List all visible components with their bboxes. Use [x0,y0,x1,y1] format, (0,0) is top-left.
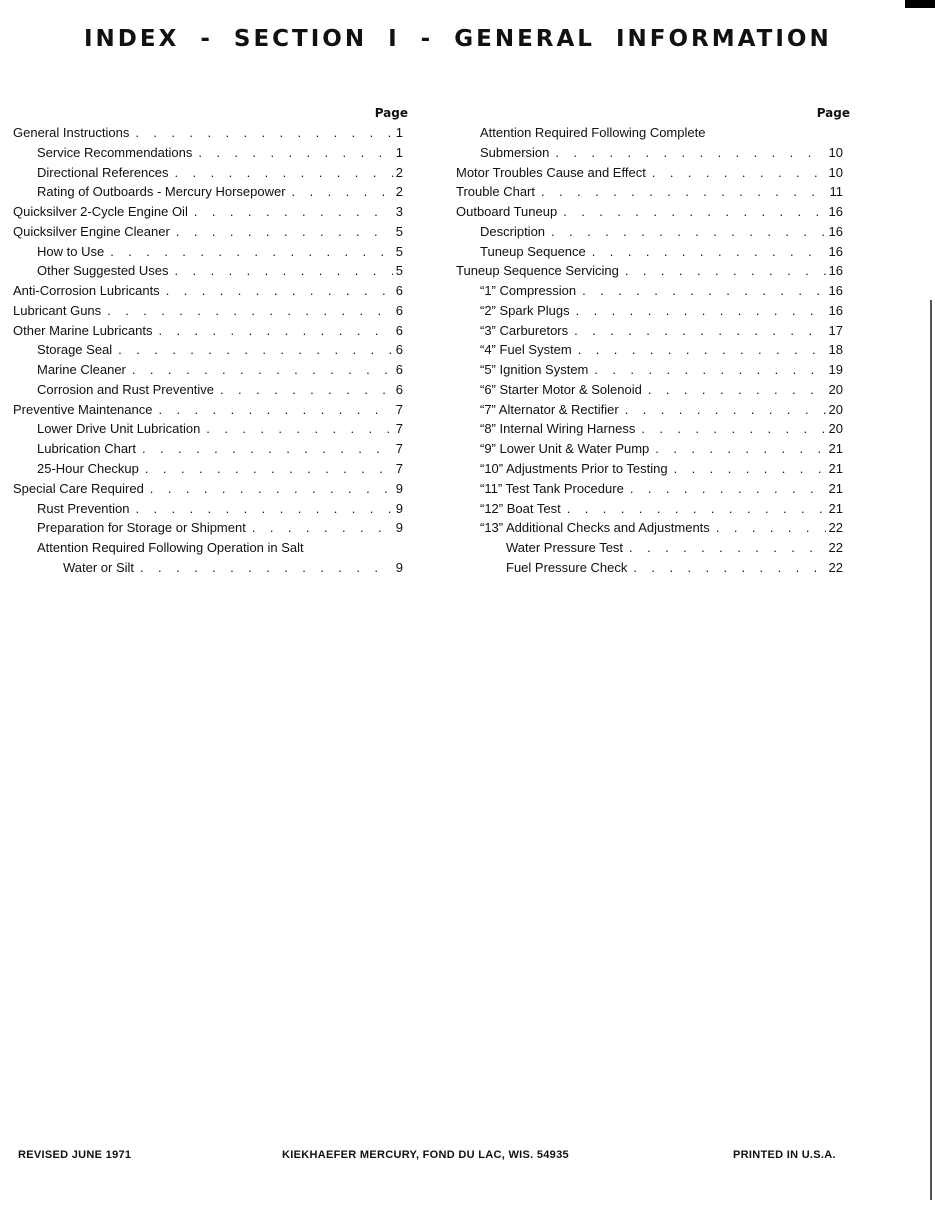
index-entry [456,301,843,321]
index-entry [456,222,843,242]
index-entry [456,380,843,400]
dot-leader [110,242,393,262]
index-entry-page: 6 [395,283,403,299]
index-entry-label: Lubrication Chart [37,441,136,457]
index-entry-page: 16 [828,263,843,279]
dot-leader [551,222,826,242]
index-entry [456,182,843,202]
dot-leader [118,340,393,360]
dot-leader [135,123,392,143]
dot-leader [198,143,392,163]
index-entry [456,202,843,222]
index-entry [13,360,403,380]
index-entry-label: General Instructions [13,125,130,140]
footer-revised-date: REVISED JUNE 1971 [18,1149,132,1161]
dot-leader [158,321,392,341]
index-entry-page: 21 [828,500,843,516]
index-entry-label: Submersion [480,144,550,160]
index-entry-page: 7 [395,461,403,477]
index-entry-label: “3” Carburetors [480,322,569,338]
index-entry-page: 17 [828,322,843,338]
index-entry-page: 1 [395,125,403,140]
index-entry [13,261,403,281]
index-entry [456,439,843,459]
dot-leader [594,360,825,380]
index-entry [456,321,843,341]
index-entry [456,261,843,281]
index-entry [13,518,403,538]
dot-leader [674,459,826,479]
index-entry-label: “1” Compression [480,283,577,299]
index-entry-label: Tuneup Sequence Servicing [456,263,619,279]
dot-leader [140,558,393,578]
index-entry-page: 21 [828,441,843,457]
index-entry-page: 22 [828,559,843,575]
index-entry-page: 22 [828,520,843,536]
index-entry-page: 6 [395,302,403,318]
dot-leader [541,182,827,202]
index-entry [13,479,403,499]
index-entry-label: Rust Prevention [37,500,130,516]
index-entry [13,340,403,360]
index-entry-label: Preparation for Storage or Shipment [37,520,246,536]
index-entry [456,538,843,558]
dot-leader [107,301,393,321]
index-entry-page: 2 [395,184,403,200]
index-entry-page: 9 [395,500,403,516]
dot-leader [574,321,825,341]
index-entry [13,380,403,400]
index-entry-label: “8” Internal Wiring Harness [480,421,636,437]
entry-list-right [456,123,843,578]
index-entry-label: Attention Required Following Operation in Salt [37,540,304,556]
index-entry-label: Quicksilver 2-Cycle Engine Oil [13,204,188,220]
index-entry-label: Directional References [37,164,169,180]
index-entry [13,499,403,519]
index-entry [13,321,403,341]
dot-leader [625,261,826,281]
index-entry [13,143,403,163]
index-entry-page: 9 [395,480,403,496]
index-entry-page: 20 [828,421,843,437]
index-entry-label: Tuneup Sequence [480,243,586,259]
index-entry-label: Lower Drive Unit Lubrication [37,421,201,437]
index-entry [456,242,843,262]
index-entry-label: “11” Test Tank Procedure [480,480,624,496]
index-entry-page: 6 [395,362,403,378]
page-edge-line [930,300,932,1200]
index-entry [456,479,843,499]
index-entry-page: 10 [828,144,843,160]
dot-leader [576,301,826,321]
index-entry-page: 18 [828,342,843,358]
index-entry [456,558,843,578]
dot-leader [252,518,393,538]
index-entry [13,538,403,558]
index-entry-page: 21 [828,480,843,496]
dot-leader [194,202,393,222]
index-entry-label: Description [480,223,546,239]
dot-leader [176,222,393,242]
index-entry-page: 5 [395,263,403,279]
page-column-header: Page [374,106,408,120]
index-entry-page: 2 [395,164,403,180]
footer-publisher: KIEKHAEFER MERCURY, FOND DU LAC, WIS. 54935 [282,1149,569,1161]
index-entry-label: Anti-Corrosion Lubricants [13,283,160,299]
index-entry [13,202,403,222]
index-entry-page: 6 [395,381,403,397]
index-entry-label: Marine Cleaner [37,362,126,378]
index-entry-page: 10 [828,164,843,180]
index-entry-page: 16 [828,223,843,239]
dot-leader [206,419,392,439]
index-entry-page: 7 [395,441,403,457]
dot-leader [629,538,825,558]
index-entry-label: “9” Lower Unit & Water Pump [480,441,650,457]
dot-leader [292,182,393,202]
dot-leader [136,499,393,519]
index-entry-page: 6 [395,322,403,338]
index-column-right [456,105,850,578]
index-entry [456,400,843,420]
index-entry [13,558,403,578]
index-entry-label: Preventive Maintenance [13,401,153,417]
index-entry-page: 16 [828,243,843,259]
entry-list-left [13,123,403,578]
index-column-left [13,105,408,578]
index-entry [13,301,403,321]
index-entry-label: “6” Starter Motor & Solenoid [480,381,642,397]
index-entry-label: How to Use [37,243,105,259]
index-entry-page: 16 [828,204,843,220]
index-entry [456,459,843,479]
dot-leader [220,380,393,400]
index-entry-label: Lubricant Guns [13,302,102,318]
dot-leader [592,242,826,262]
index-entry-label: Storage Seal [37,342,113,358]
index-entry-label: Outboard Tuneup [456,204,558,220]
index-entry [13,182,403,202]
index-entry-label: “13” Additional Checks and Adjustments [480,520,710,536]
index-entry-page: 1 [395,144,403,160]
index-entry [13,123,403,143]
dot-leader [175,261,393,281]
index-entry-label: “12” Boat Test [480,500,561,516]
index-entry-page: 7 [395,421,403,437]
index-entry [13,400,403,420]
index-entry [456,281,843,301]
index-entry-label: Other Suggested Uses [37,263,169,279]
index-entry [13,242,403,262]
index-entry-page: 9 [395,559,403,575]
index-entry-page: 9 [395,520,403,536]
index-entry-label: Attention Required Following Complete [480,125,706,140]
dot-leader [716,518,826,538]
index-entry [13,459,403,479]
index-entry-page: 22 [828,540,843,556]
index-entry-page: 3 [395,204,403,220]
dot-leader [145,459,393,479]
index-entry-label: Corrosion and Rust Preventive [37,381,215,397]
index-entry [456,123,843,143]
index-entry-page: 5 [395,243,403,259]
dot-leader [158,400,392,420]
index-entry [456,143,843,163]
index-entry-label: Motor Troubles Cause and Effect [456,164,646,180]
index-entry-page: 19 [828,362,843,378]
dot-leader [555,143,825,163]
dot-leader [567,499,826,519]
index-entry [13,281,403,301]
index-entry-label: Water Pressure Test [506,540,624,556]
dot-leader [132,360,393,380]
index-entry-label: Rating of Outboards - Mercury Horsepower [37,184,286,200]
dot-leader [166,281,393,301]
page-edge-tab [905,0,935,8]
index-entry-label: “2” Spark Plugs [480,302,570,318]
dot-leader [175,163,393,183]
dot-leader [648,380,826,400]
dot-leader [641,419,825,439]
index-entry-page: 5 [395,223,403,239]
dot-leader [582,281,825,301]
index-entry-page: 20 [828,401,843,417]
page-column-header: Page [816,106,850,120]
dot-leader [630,479,826,499]
index-entry-label: Trouble Chart [456,184,535,200]
index-entry-label: Special Care Required [13,480,144,496]
index-entry-label: Service Recommendations [37,144,193,160]
index-entry [456,419,843,439]
index-entry-label: “7” Alternator & Rectifier [480,401,619,417]
index-entry-page: 21 [828,461,843,477]
dot-leader [625,400,826,420]
page-title: INDEX - SECTION I - GENERAL INFORMATION [84,26,832,52]
dot-leader [142,439,393,459]
index-entry [456,163,843,183]
index-entry-page: 16 [828,283,843,299]
index-entry-label: Other Marine Lubricants [13,322,153,338]
index-entry-page: 16 [828,302,843,318]
dot-leader [150,479,393,499]
index-entry-page: 20 [828,381,843,397]
index-entry [456,360,843,380]
index-entry [13,163,403,183]
index-entry [456,518,843,538]
index-entry [13,419,403,439]
footer-printed-in: PRINTED IN U.S.A. [733,1149,836,1161]
index-entry [456,340,843,360]
index-entry-label: Fuel Pressure Check [506,559,628,575]
index-entry-label: “5” Ignition System [480,362,589,378]
index-entry [13,439,403,459]
index-entry-page: 6 [395,342,403,358]
dot-leader [563,202,825,222]
index-entry-label: “10” Adjustments Prior to Testing [480,461,668,477]
index-entry-label: Water or Silt [63,559,135,575]
index-entry [456,499,843,519]
index-entry-label: “4” Fuel System [480,342,572,358]
index-entry-label: 25-Hour Checkup [37,461,139,477]
index-entry-page: 11 [829,184,843,200]
dot-leader [633,558,825,578]
index-entry-page: 7 [395,401,403,417]
dot-leader [655,439,825,459]
dot-leader [578,340,826,360]
index-entry [13,222,403,242]
index-entry-label: Quicksilver Engine Cleaner [13,223,170,239]
dot-leader [652,163,826,183]
